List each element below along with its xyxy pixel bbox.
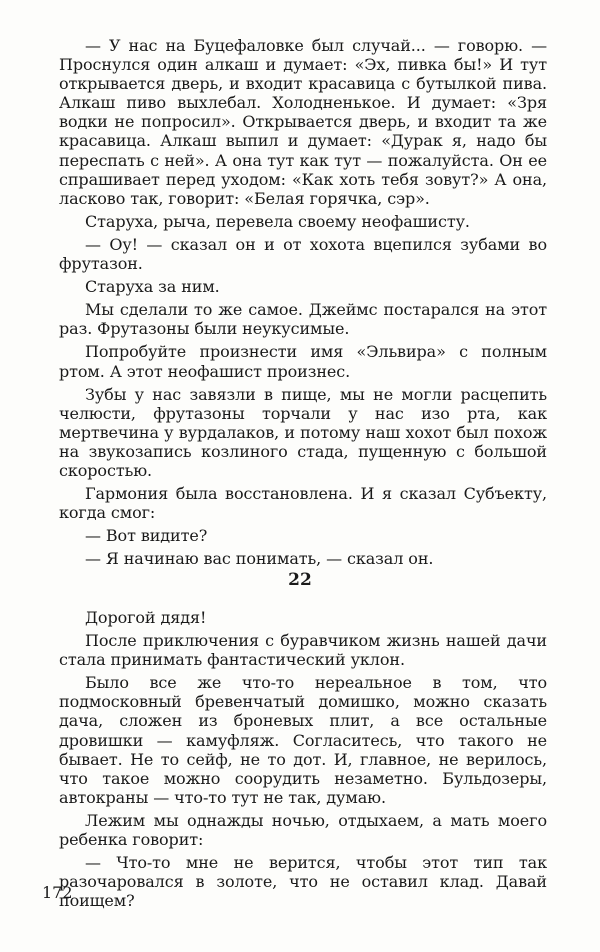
- paragraph: — Что-то мне не верится, чтобы этот тип так разочаровался в золоте, что не оставил клад. Давай поищем?: [59, 853, 547, 911]
- paragraph: Мы сделали то же самое. Джеймс постарался на этот раз. Фрутазоны были неукусимые.: [59, 300, 547, 339]
- chapter-number: 22: [288, 570, 312, 590]
- paragraph: Было все же что-то нереальное в том, что подмосковный бревенчатый домишко, можно сказать дача, сложен из броневых плит, а все остальные дровишки — камуфляж. Согласитесь, что такого не бывает. Не то сейф, не то дот. И, главное, не верилось, что такое можно соорудить незаметно. Бульдозеры, автокраны — что-то тут не так, думаю.: [59, 673, 547, 807]
- paragraph: После приключения с буравчиком жизнь нашей дачи стала принимать фантастический уклон.: [59, 631, 547, 670]
- paragraph: Лежим мы однажды ночью, отдыхаем, а мать моего ребенка говорит:: [59, 810, 547, 850]
- paragraph: — Я начинаю вас понимать, — сказал он.: [85, 549, 434, 569]
- paragraph: Гармония была восстановлена. И я сказал Субъекту, когда смог:: [59, 484, 547, 523]
- paragraph: Старуха за ним.: [85, 277, 220, 297]
- paragraph: Зубы у нас завязли в пище, мы не могли расцепить челюсти, фрутазоны торчали у нас изо рта, как мертвечина у вурдалаков, и потому наш хохот был похож на звукозапись козлиного стада, пущенную с большой скоростью.: [59, 384, 547, 480]
- paragraph: Попробуйте произнести имя «Эльвира» с полным ртом. А этот неофашист произнес.: [59, 342, 547, 381]
- paragraph: — У нас на Буцефаловке был случай... — говорю. — Проснулся один алкаш и думает: «Эх, пивка бы!» И тут открывается дверь, и входит красавица с бутылкой пива. Алкаш пиво выхлебал. Холодненькое. И думает: «Зря водки не попросил». Открывается дверь, и входит та же красавица. Алкаш выпил и думает: «Дурак я, надо бы переспать с ней». А она тут как тут — пожалуйста. Он ее спрашивает перед уходом: «Как хоть тебя зовут?» А она, ласково так, говорит: «Белая горячка, сэр».: [59, 36, 547, 208]
- paragraph: — Оу! — сказал он и от хохота вцепился зубами во фрутазон.: [59, 234, 547, 274]
- letter-salutation: Дорогой дядя!: [85, 608, 207, 627]
- text-block-bottom: [59, 608, 547, 914]
- paragraph: Старуха, рыча, перевела своему неофашисту.: [85, 211, 470, 231]
- paragraph: — Вот видите?: [85, 526, 208, 546]
- text-block-top: [59, 36, 547, 572]
- page-number: 172: [42, 883, 73, 902]
